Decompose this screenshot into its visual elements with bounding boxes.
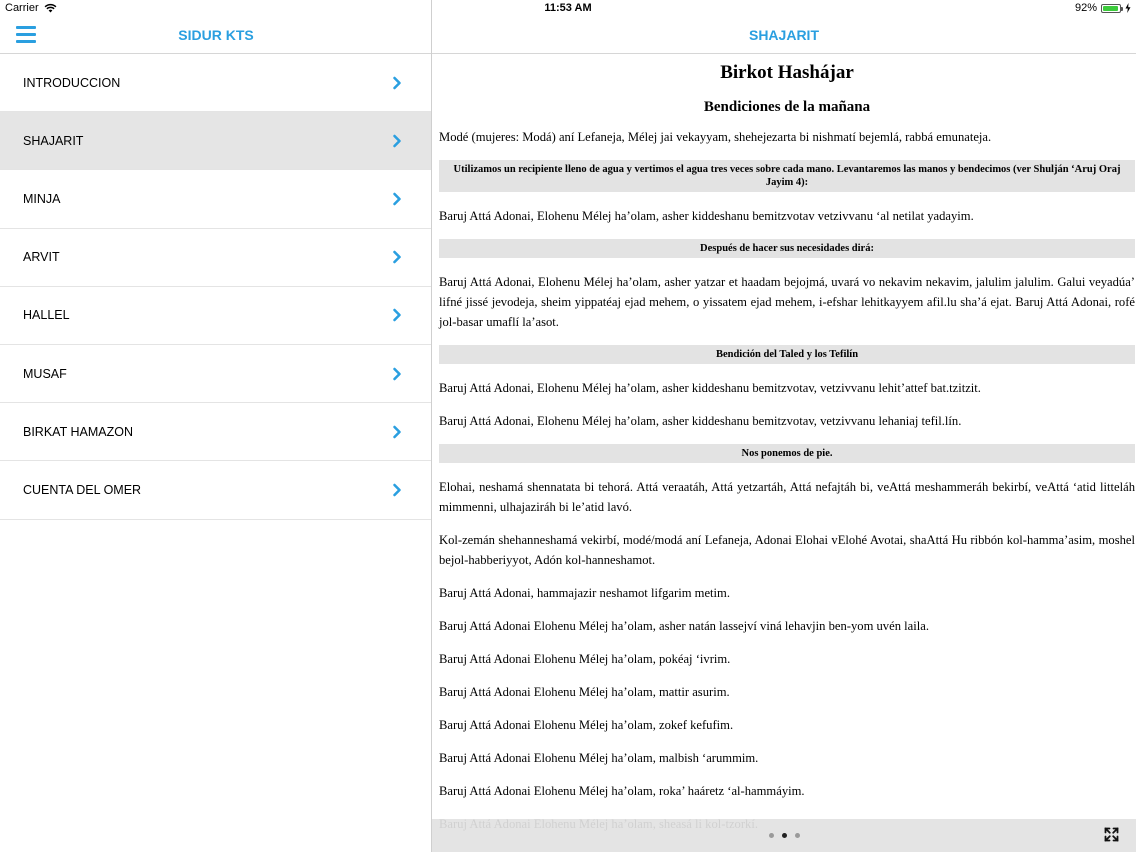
instruction-banner: Bendición del Taled y los Tefilín: [439, 345, 1135, 364]
chevron-right-icon: [392, 308, 402, 322]
battery-percent: 92%: [1074, 2, 1097, 14]
menu-item-introduccion[interactable]: [0, 54, 432, 112]
chevron-right-icon: [392, 76, 402, 90]
instruction-banner: Utilizamos un recipiente lleno de agua y vertimos el agua tres veces sobre cada mano. Levantaremos las manos y bendecimos (ver Shulján ‘Aruj Oraj Jayim 4):: [439, 160, 1135, 192]
menu-item-label: ARVIT: [23, 250, 60, 265]
menu-item-musaf[interactable]: [0, 345, 432, 403]
menu-item-label: HALLEL: [23, 308, 70, 323]
page-dot: [795, 833, 800, 838]
sidebar-navbar: [0, 17, 432, 54]
paragraph: Modé (mujeres: Modá) aní Lefaneja, Mélej jai vekayyam, shehejezarta bi nishmatí bejemlá, rabbá emunateja.: [439, 130, 992, 144]
app-title: SIDUR KTS: [178, 27, 254, 43]
menu-item-label: SHAJARIT: [23, 133, 84, 148]
sidebar: [0, 17, 432, 852]
page-dot: [769, 833, 774, 838]
battery-fill: [1103, 6, 1118, 11]
menu-item-hallel[interactable]: [0, 287, 432, 345]
chevron-right-icon: [392, 367, 402, 381]
paragraph: Baruj Attá Adonai Elohenu Mélej ha’olam, zokef kefufim.: [439, 718, 734, 732]
paragraph: Baruj Attá Adonai, Elohenu Mélej ha’olam, asher kiddeshanu bemitzvotav, vetzivvanu lehit’attef bat.tzitzit.: [439, 381, 981, 395]
paragraph: Baruj Attá Adonai Elohenu Mélej ha’olam, asher natán lassejví viná lehavjin ben-yom uvén laila.: [439, 619, 929, 633]
menu-item-label: CUENTA DEL OMER: [23, 482, 142, 497]
detail-navbar: [432, 17, 1136, 54]
instruction-banner: Nos ponemos de pie.: [439, 444, 1135, 463]
menu-item-birkat-hamazon[interactable]: [0, 403, 432, 461]
paragraph: Baruj Attá Adonai, Elohenu Mélej ha’olam, asher kiddeshanu bemitzvotav, vetzivvanu lehaniaj tefil.lín.: [439, 414, 962, 428]
prayer-subheading: Bendiciones de la mañana: [703, 99, 871, 115]
menu-item-minja[interactable]: [0, 170, 432, 228]
chevron-right-icon: [392, 483, 402, 497]
charging-icon: [1125, 3, 1131, 13]
menu-list: [0, 54, 432, 520]
menu-item-label: BIRKAT HAMAZON: [23, 424, 133, 439]
status-bar: [0, 0, 1136, 17]
menu-item-label: INTRODUCCION: [23, 75, 121, 90]
menu-item-shajarit[interactable]: [0, 112, 432, 170]
carrier-label: Carrier: [5, 2, 39, 14]
menu-item-cuenta-del-omer[interactable]: [0, 461, 432, 519]
menu-item-label: MUSAF: [23, 366, 67, 381]
bottom-toolbar: [432, 819, 1136, 852]
expand-icon[interactable]: [1104, 827, 1119, 842]
paragraph: Baruj Attá Adonai, Elohenu Mélej ha’olam, asher kiddeshanu bemitzvotav vetzivvanu ‘al netilat yadayim.: [439, 209, 974, 223]
prayer-heading: Birkot Hashájar: [720, 62, 854, 83]
paragraph: Baruj Attá Adonai, hammajazir neshamot lifgarim metim.: [439, 586, 730, 600]
detail-pane: [432, 17, 1136, 852]
paragraph: Elohai, neshamá shennatata bi tehorá. Attá veraatáh, Attá yetzartáh, Attá nefajtáh bi, veAttá meshammeráh bekirbí, veAttá ‘atid litteláh mimmenni, ulhajaziráh bi le’atid lavó.: [439, 480, 1135, 514]
page-dot: [782, 833, 787, 838]
prayer-text-scroll[interactable]: [432, 54, 1135, 834]
paragraph: Baruj Attá Adonai Elohenu Mélej ha’olam, roka’ haáretz ‘al-hammáyim.: [439, 784, 805, 798]
detail-title: SHAJARIT: [748, 27, 819, 43]
paragraph: Baruj Attá Adonai Elohenu Mélej ha’olam, mattir asurim.: [439, 685, 730, 699]
menu-item-label: MINJA: [23, 191, 61, 206]
menu-item-arvit[interactable]: [0, 229, 432, 287]
chevron-right-icon: [392, 192, 402, 206]
chevron-right-icon: [392, 134, 402, 148]
chevron-right-icon: [392, 250, 402, 264]
chevron-right-icon: [392, 425, 402, 439]
paragraph: Baruj Attá Adonai, Elohenu Mélej ha’olam, asher yatzar et haadam bejojmá, uvará vo nekavim nekavim, jalulim jalulim. Galui veyadúa’ lifné jissé jevodeja, sheim yippatéaj ejad mehem, o yissatem ejad mehem, i-efshar lehitkayyem afil.lu sha’á ejat. Baruj Attá Adonai, rofé jol-basar umaflí la’asot.: [439, 275, 1135, 329]
paragraph: Baruj Attá Adonai Elohenu Mélej ha’olam, pokéaj ‘ivrim.: [439, 652, 731, 666]
paragraph: Baruj Attá Adonai Elohenu Mélej ha’olam, malbish ‘arummim.: [439, 751, 759, 765]
status-time: 11:53 AM: [544, 2, 592, 14]
battery-icon: [1101, 4, 1121, 13]
paragraph: Kol-zemán shehanneshamá vekirbí, modé/modá aní Lefaneja, Adonai Elohai vElohé Avotai, shaAttá Hu ribbón kol-hamma’asim, moshel bejol-habberiyyot, Adón kol-hanneshamot.: [439, 533, 1135, 567]
instruction-banner: Después de hacer sus necesidades dirá:: [439, 239, 1135, 258]
page-indicator[interactable]: [432, 833, 1136, 838]
